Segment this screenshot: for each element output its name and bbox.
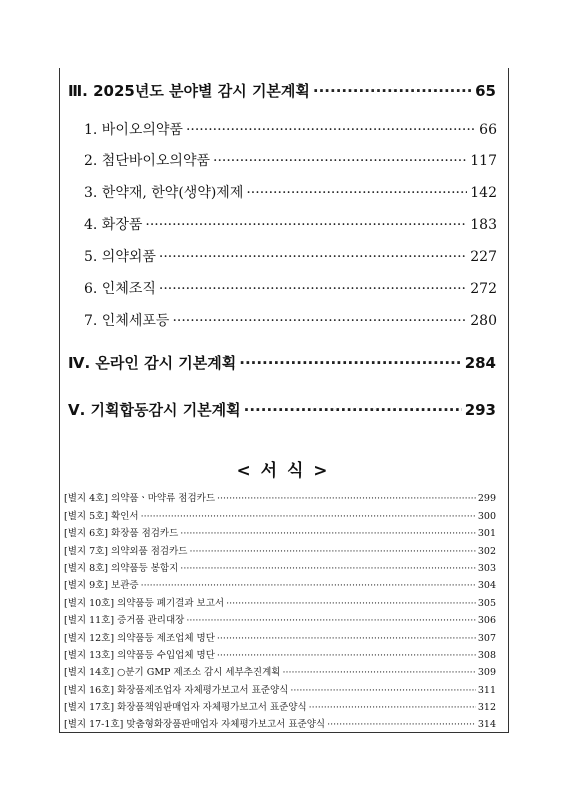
toc-item-advanced-biopharma[interactable] [84, 150, 497, 170]
toc-item-cosmetics[interactable] [84, 214, 497, 234]
toc-page-number: 65 [475, 82, 496, 100]
form-label: [별지 12호] 의약품등 제조업체 명단 [64, 633, 215, 644]
toc-section-4[interactable] [68, 352, 496, 373]
form-page-number: 305 [477, 598, 496, 609]
leader-dots [172, 313, 467, 329]
form-item[interactable] [64, 508, 496, 522]
toc-item-quasi-drugs[interactable] [84, 246, 497, 266]
form-item[interactable] [64, 630, 496, 644]
form-item[interactable] [64, 647, 496, 661]
form-item[interactable] [64, 543, 496, 557]
form-page-number: 306 [477, 615, 496, 626]
form-label: [별지 9호] 보관증 [64, 580, 139, 591]
leader-dots [180, 528, 476, 539]
toc-item-human-tissue[interactable] [84, 278, 497, 298]
leader-dots [186, 122, 476, 138]
toc-item-herbal[interactable] [84, 182, 497, 202]
leader-dots [327, 719, 476, 730]
form-page-number: 301 [477, 528, 496, 539]
form-item[interactable] [64, 595, 496, 609]
form-label: [별지 6호] 화장품 점검카드 [64, 528, 179, 539]
leader-dots [290, 685, 476, 696]
leader-dots [159, 281, 467, 297]
leader-dots [217, 493, 476, 504]
toc-section-label: Ⅴ. 기획합동감시 기본계획 [68, 401, 241, 419]
toc-page-number: 227 [470, 249, 497, 265]
toc-item-human-cells[interactable] [84, 310, 497, 330]
form-item[interactable] [64, 699, 496, 713]
forms-heading: < 서 식 > [236, 461, 330, 481]
form-label: [별지 17-1호] 맞춤형화장품판매업자 자체평가보고서 표준양식 [64, 719, 326, 730]
form-item[interactable] [64, 664, 496, 678]
toc-page-number: 293 [464, 401, 496, 419]
leader-dots [159, 249, 467, 265]
toc-section-3[interactable] [68, 80, 496, 101]
form-label: [별지 17호] 화장품책임판매업자 자체평가보고서 표준양식 [64, 702, 307, 713]
form-label: [별지 14호] ○분기 GMP 제조소 감시 세부추진계획 [64, 667, 281, 678]
toc-item-label: 7. 인체세포등 [84, 313, 170, 329]
form-label: [별지 7호] 의약외품 점검카드 [64, 546, 188, 557]
form-item[interactable] [64, 682, 496, 696]
toc-section-label: Ⅳ. 온라인 감시 기본계획 [68, 354, 237, 372]
form-page-number: 307 [477, 633, 496, 644]
toc-page-number: 66 [479, 122, 497, 138]
toc-item-biopharma[interactable] [84, 119, 497, 139]
leader-dots [141, 580, 476, 591]
toc-page-number: 117 [470, 153, 497, 169]
form-page-number: 311 [477, 685, 496, 696]
form-label: [별지 8호] 의약품등 봉함지 [64, 563, 179, 574]
form-label: [별지 13호] 의약품등 수입업체 명단 [64, 650, 215, 661]
leader-dots [226, 598, 476, 609]
toc-item-label: 6. 인체조직 [84, 281, 156, 297]
toc-item-label: 4. 화장품 [84, 217, 143, 233]
toc-page-number: 284 [464, 354, 496, 372]
form-item[interactable] [64, 716, 496, 730]
leader-dots [217, 633, 476, 644]
leader-dots [145, 217, 467, 233]
form-page-number: 308 [477, 650, 496, 661]
leader-dots [186, 615, 476, 626]
leader-dots [313, 82, 472, 100]
leader-dots [309, 702, 476, 713]
toc-item-label: 3. 한약재, 한약(생약)제제 [84, 185, 244, 201]
toc-item-label: 1. 바이오의약품 [84, 122, 183, 138]
toc-item-label: 5. 의약외품 [84, 249, 156, 265]
leader-dots [282, 667, 475, 678]
toc-page-number: 280 [470, 313, 497, 329]
form-item[interactable] [64, 577, 496, 591]
toc-page-number: 272 [470, 281, 497, 297]
leader-dots [141, 511, 476, 522]
form-page-number: 299 [477, 493, 496, 504]
toc-item-label: 2. 첨단바이오의약품 [84, 153, 210, 169]
leader-dots [189, 546, 475, 557]
form-label: [별지 5호] 확인서 [64, 511, 139, 522]
form-page-number: 314 [477, 719, 496, 730]
leader-dots [217, 650, 476, 661]
form-page-number: 302 [477, 546, 496, 557]
form-page-number: 312 [477, 702, 496, 713]
form-label: [별지 16호] 화장품제조업자 자체평가보고서 표준양식 [64, 685, 289, 696]
form-item[interactable] [64, 612, 496, 626]
leader-dots [244, 401, 462, 419]
form-page-number: 303 [477, 563, 496, 574]
leader-dots [180, 563, 476, 574]
toc-section-5[interactable] [68, 399, 496, 420]
form-item[interactable] [64, 490, 496, 504]
leader-dots [239, 354, 461, 372]
form-item[interactable] [64, 560, 496, 574]
toc-section-label: Ⅲ. 2025년도 분야별 감시 기본계획 [68, 82, 310, 100]
form-page-number: 304 [477, 580, 496, 591]
form-label: [별지 4호] 의약품ㆍ마약류 점검카드 [64, 493, 215, 504]
toc-page-number: 142 [470, 185, 497, 201]
form-label: [별지 10호] 의약품등 폐기결과 보고서 [64, 598, 225, 609]
leader-dots [213, 153, 467, 169]
leader-dots [246, 185, 467, 201]
form-page-number: 300 [477, 511, 496, 522]
toc-page-number: 183 [470, 217, 497, 233]
form-item[interactable] [64, 525, 496, 539]
form-page-number: 309 [477, 667, 496, 678]
form-label: [별지 11호] 증거품 관리대장 [64, 615, 185, 626]
